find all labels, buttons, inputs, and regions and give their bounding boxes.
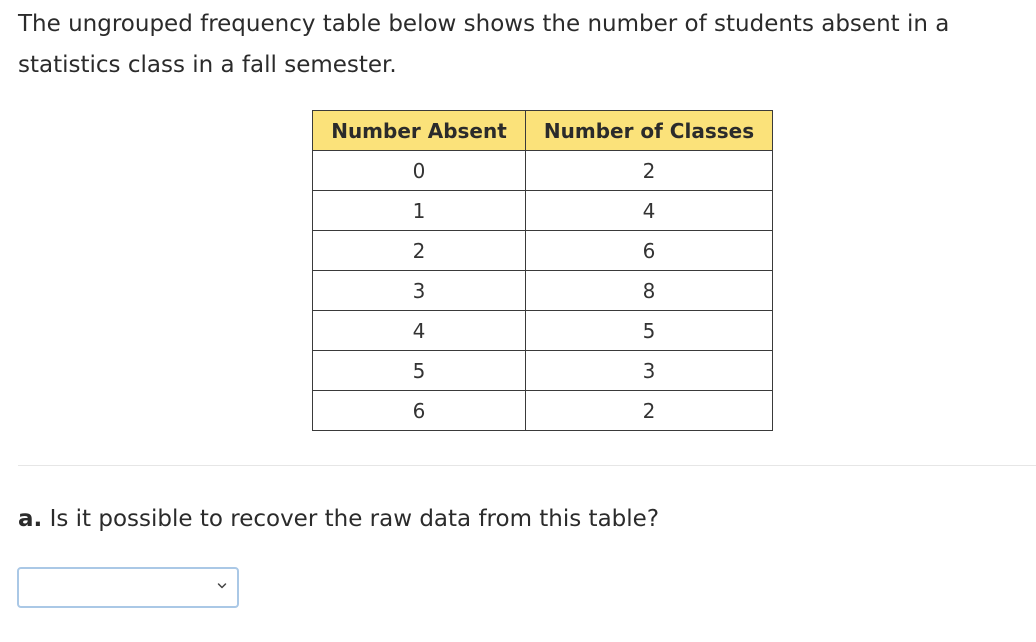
cell-number-absent: 0 (313, 151, 526, 191)
cell-number-of-classes: 2 (526, 151, 773, 191)
cell-number-absent: 5 (313, 351, 526, 391)
cell-number-absent: 6 (313, 391, 526, 431)
cell-number-absent: 2 (313, 231, 526, 271)
header-number-of-classes: Number of Classes (526, 111, 773, 151)
table-row (313, 311, 773, 351)
cell-number-of-classes: 4 (526, 191, 773, 231)
table-row (313, 151, 773, 191)
cell-number-of-classes: 2 (526, 391, 773, 431)
question-text: Is it possible to recover the raw data from this table? (49, 506, 660, 532)
cell-number-of-classes: 5 (526, 311, 773, 351)
section-divider (18, 465, 1036, 466)
table-row (313, 191, 773, 231)
table-row (313, 351, 773, 391)
table-row (313, 391, 773, 431)
frequency-table (312, 110, 773, 431)
cell-number-absent: 4 (313, 311, 526, 351)
cell-number-of-classes: 6 (526, 231, 773, 271)
table-header-row (313, 111, 773, 151)
answer-dropdown[interactable] (17, 567, 239, 608)
cell-number-of-classes: 8 (526, 271, 773, 311)
table-row (313, 231, 773, 271)
cell-number-of-classes: 3 (526, 351, 773, 391)
intro-text: The ungrouped frequency table below shows the number of students absent in a statistics class in a fall semester. (18, 11, 950, 78)
cell-number-absent: 3 (313, 271, 526, 311)
question-letter: a. (18, 506, 43, 532)
question-a (18, 500, 659, 538)
chevron-down-icon (217, 581, 227, 591)
cell-number-absent: 1 (313, 191, 526, 231)
table-row (313, 271, 773, 311)
header-number-absent: Number Absent (313, 111, 526, 151)
